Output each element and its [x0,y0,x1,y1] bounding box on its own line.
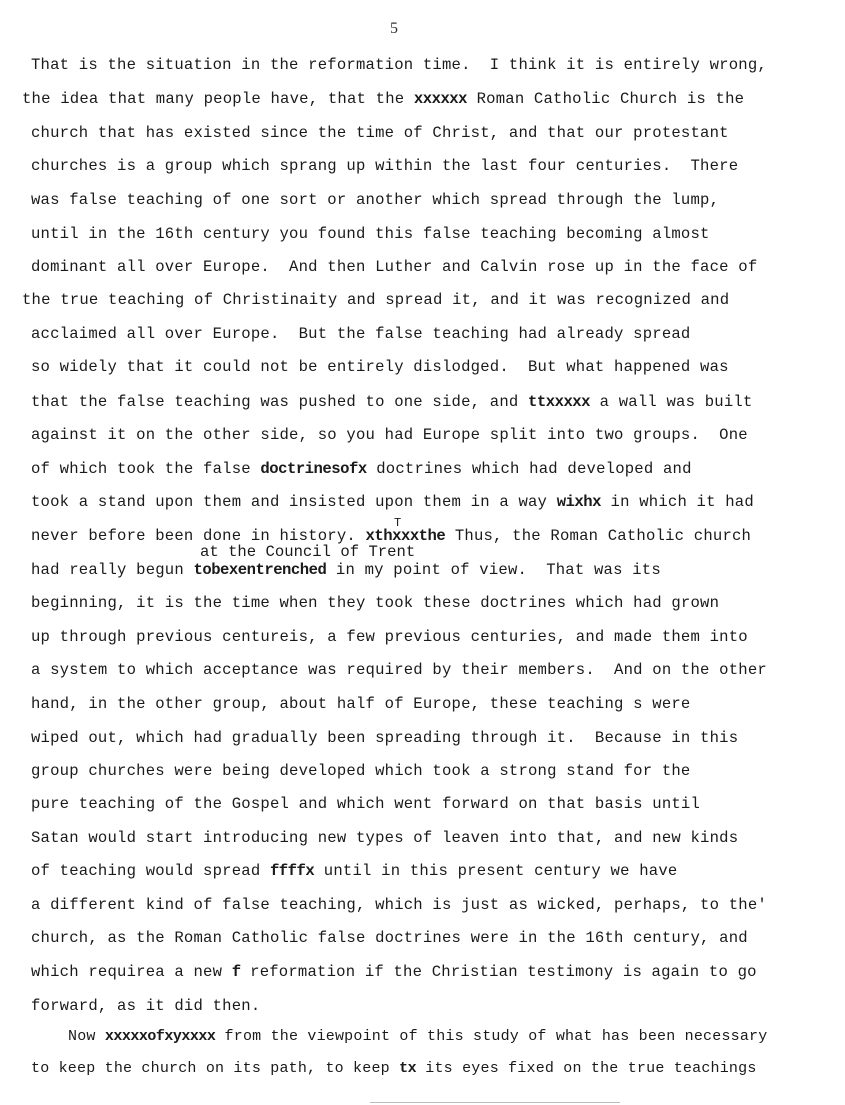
struck-text: xthxxxthe [365,527,446,545]
text-line: a different kind of false teaching, which is just as wicked, perhaps, to the' [31,896,767,914]
text-line: churches is a group which sprang up within the last four centuries. There [31,157,739,175]
text-line: That is the situation in the reformation time. I think it is entirely wrong, [31,56,767,74]
text-line: never before been done in history. xthxxxthe Thus, the Roman Catholic church [31,527,752,545]
struck-text: f [231,963,241,981]
struck-text: xxxxxx [413,90,468,108]
text-line: beginning, it is the time when they took these doctrines which had grown [31,594,720,612]
text-line: a system to which acceptance was required by their members. And on the other [31,661,767,679]
struck-text: ttxxxxx [528,393,591,411]
text-line: to keep the church on its path, to keep tx its eyes fixed on the true teachings [31,1060,757,1077]
text-line: had really begun tobexentrenched in my point of view. That was its [31,561,661,579]
text-line: wiped out, which had gradually been spreading through it. Because in this [31,729,739,747]
inserted-phrase: at the Council of Trent [200,543,416,561]
text-line: that the false teaching was pushed to one side, and ttxxxxx a wall was built [31,393,753,411]
text-line: dominant all over Europe. And then Luther and Calvin rose up in the face of [31,258,758,276]
text-line: against it on the other side, so you had Europe split into two groups. One [31,426,748,444]
page-number: 5 [390,20,398,37]
text-line: hand, in the other group, about half of Europe, these teaching s were [31,695,691,713]
struck-text: tobexentrenched [193,561,327,579]
inserted-letter: T [394,516,402,530]
struck-text: xxxxxofxyxxxx [104,1028,216,1045]
text-line: church that has existed since the time of Christ, and that our protestant [31,124,729,142]
text-line: of teaching would spread ffffx until in this present century we have [31,862,678,880]
text-line: forward, as it did then. [31,997,261,1015]
text-line: Satan would start introducing new types of leaven into that, and new kinds [31,829,739,847]
page-edge-line [370,1102,620,1103]
text-line: until in the 16th century you found this false teaching becoming almost [31,225,710,243]
text-line: which requirea a new f reformation if the Christian testimony is again to go [31,963,757,981]
text-line: group churches were being developed which took a strong stand for the [31,762,691,780]
text-line: acclaimed all over Europe. But the false teaching had already spread [31,325,691,343]
text-line: took a stand upon them and insisted upon them in a way wixhx in which it had [31,493,754,511]
text-line: up through previous centureis, a few previous centuries, and made them into [31,628,748,646]
text-line: of which took the false doctrinesofx doctrines which had developed and [31,460,692,478]
struck-text: wixhx [556,493,601,511]
text-line: Now xxxxxofxyxxxx from the viewpoint of this study of what has been necessary [22,1028,768,1045]
text-line: the true teaching of Christinaity and spread it, and it was recognized and [22,291,730,309]
text-line: the idea that many people have, that the xxxxxx Roman Catholic Church is the [22,90,745,108]
text-line: pure teaching of the Gospel and which went forward on that basis until [31,795,701,813]
text-line: was false teaching of one sort or another which spread through the lump, [31,191,720,209]
text-line: church, as the Roman Catholic false doctrines were in the 16th century, and [31,929,748,947]
text-line: so widely that it could not be entirely dislodged. But what happened was [31,358,729,376]
struck-text: doctrinesofx [260,460,367,478]
struck-text: tx [399,1060,417,1077]
struck-text: ffffx [269,862,315,880]
